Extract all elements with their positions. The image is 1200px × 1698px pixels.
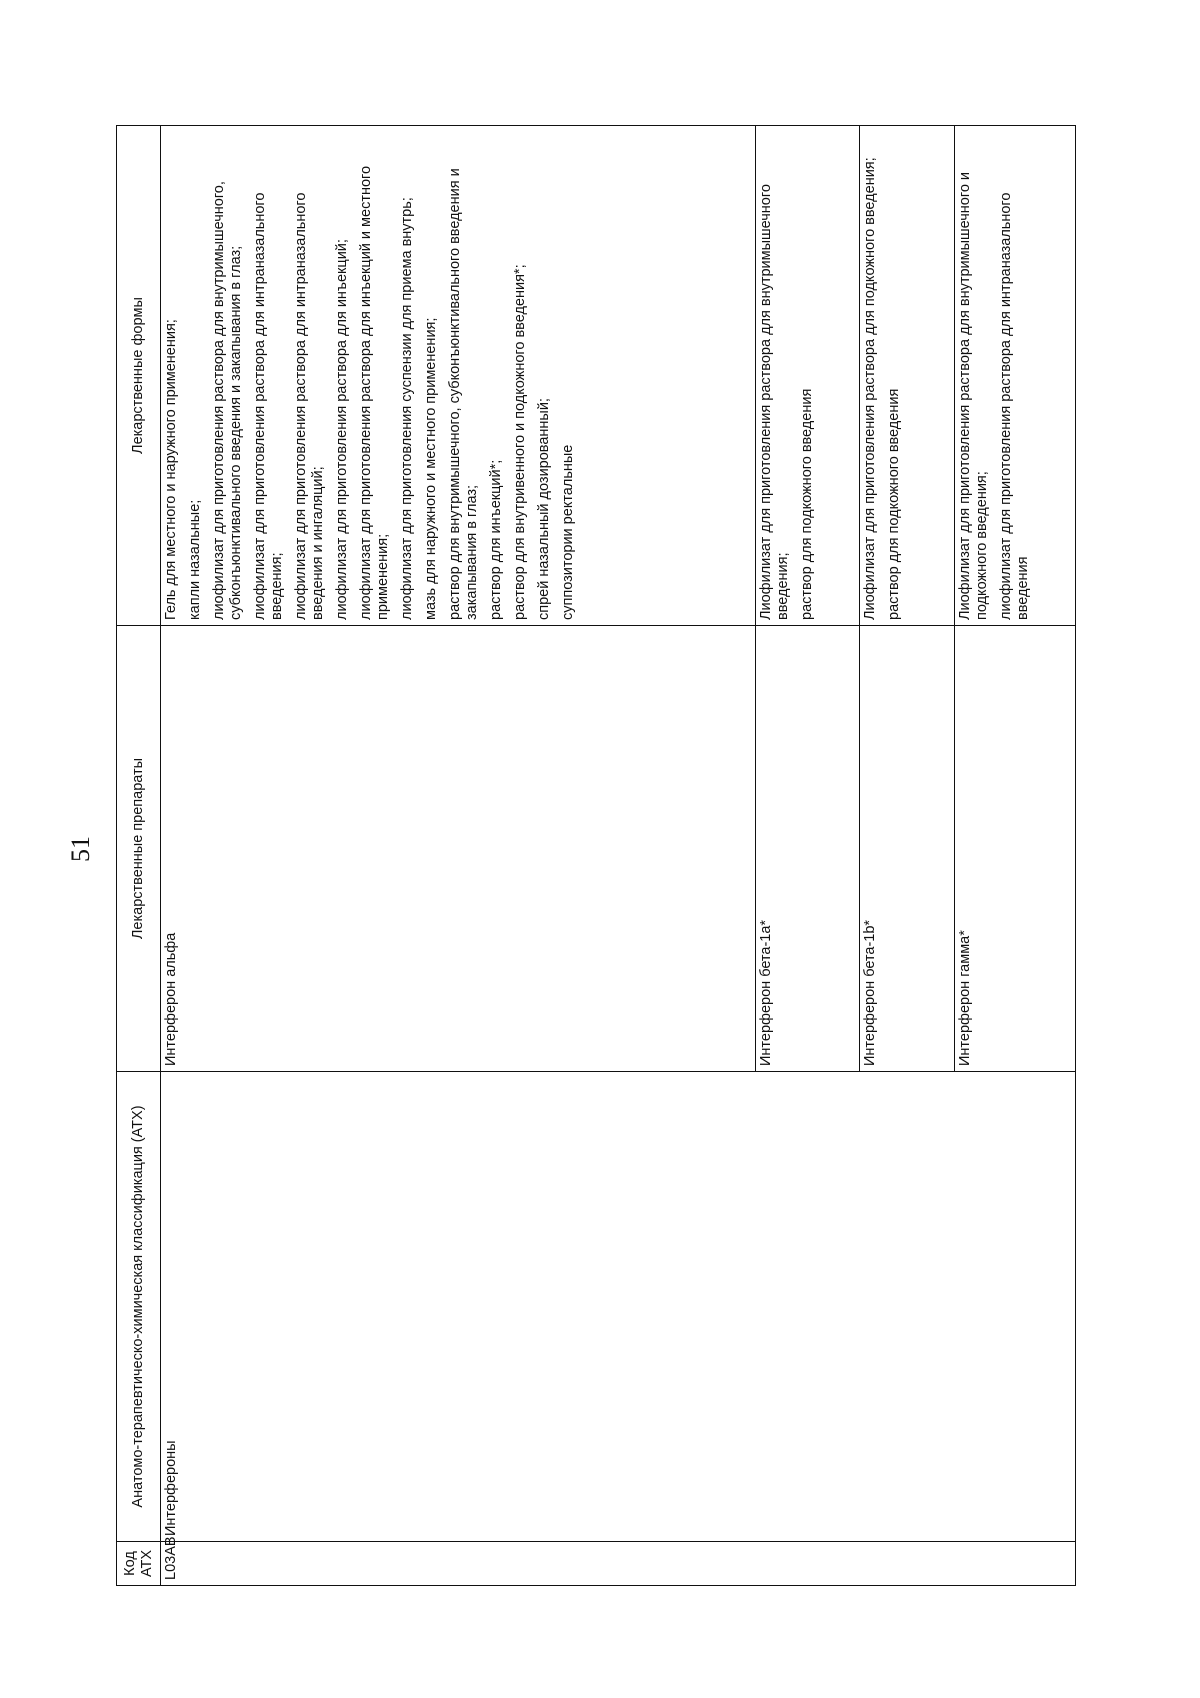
drug-name-cell: Интерферон гамма* bbox=[955, 626, 1076, 1072]
form-item: лиофилизат для приготовления раствора для внутримышечного, субконъюнктивального введения и закапывания в глаз; bbox=[211, 181, 244, 620]
form-item: раствор для внутривенного и подкожного введения*; bbox=[512, 264, 528, 620]
form-item: лиофилизат для приготовления раствора для интраназального введения; bbox=[252, 192, 285, 620]
form-item: лиофилизат для приготовления суспензии для приема внутрь; bbox=[399, 197, 415, 620]
drug-name-cell: Интерферон бета-1b* bbox=[859, 626, 955, 1072]
form-item: мазь для наружного и местного применения; bbox=[423, 317, 439, 620]
form-item: лиофилизат для приготовления раствора для инъекций и местного применения; bbox=[358, 165, 391, 620]
form-item: раствор для внутримышечного, субконъюнктивального введения и закапывания в глаз; bbox=[447, 168, 480, 620]
form-item: раствор для подкожного введения bbox=[799, 388, 816, 620]
atx-code-cell: L03AB bbox=[161, 1542, 1076, 1586]
forms-cell bbox=[859, 126, 955, 626]
drug-name-cell: Интерферон альфа bbox=[161, 626, 756, 1072]
form-item: суппозитории ректальные bbox=[560, 444, 576, 620]
header-drugs: Лекарственные препараты bbox=[117, 626, 161, 1072]
drug-table bbox=[116, 125, 1076, 1586]
form-item: Лиофилизат для приготовления раствора для подкожного введения; bbox=[861, 157, 878, 620]
form-item: Лиофилизат для приготовления раствора для внутримышечного и подкожного введения; bbox=[957, 171, 991, 620]
header-code: Код АТХ bbox=[117, 1542, 161, 1586]
forms-cell bbox=[161, 126, 756, 626]
table-row bbox=[161, 126, 756, 1586]
page-number: 51 bbox=[66, 836, 95, 862]
form-item: спрей назальный дозированный; bbox=[536, 398, 552, 620]
rotated-table-container bbox=[116, 126, 1076, 1586]
table-header-row bbox=[117, 126, 161, 1586]
form-item: раствор для инъекций*; bbox=[488, 459, 504, 620]
form-item: раствор для подкожного введения bbox=[885, 388, 902, 620]
header-classification: Анатомо-терапевтическо-химическая классификация (АТХ) bbox=[117, 1072, 161, 1542]
forms-cell bbox=[955, 126, 1076, 626]
form-item: Гель для местного и наружного применения; bbox=[163, 319, 179, 620]
forms-cell bbox=[756, 126, 860, 626]
form-item: лиофилизат для приготовления раствора для интраназального введения bbox=[998, 192, 1032, 620]
form-item: Лиофилизат для приготовления раствора для внутримышечного введения; bbox=[758, 184, 792, 620]
atx-class-cell: Интерфероны bbox=[161, 1072, 1076, 1542]
drug-name-cell: Интерферон бета-1a* bbox=[756, 626, 860, 1072]
form-item: лиофилизат для приготовления раствора для интраназального введения и ингаляций; bbox=[293, 192, 326, 620]
form-item: капли назальные; bbox=[187, 499, 203, 620]
form-item: лиофилизат для приготовления раствора для инъекций; bbox=[334, 239, 350, 620]
header-forms: Лекарственные формы bbox=[117, 126, 161, 626]
